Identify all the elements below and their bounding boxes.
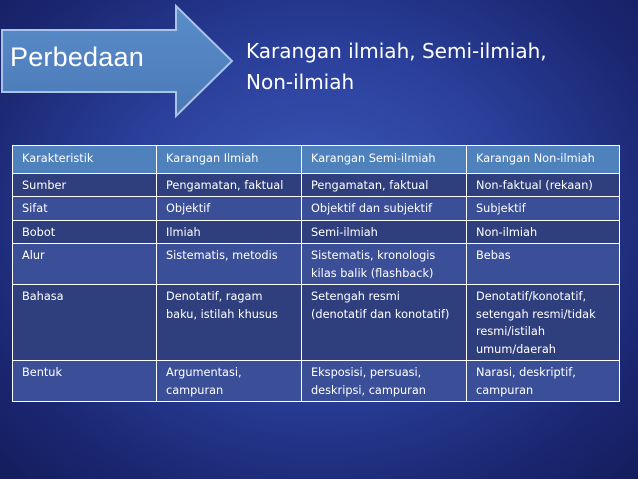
table-cell: Bentuk [13, 361, 157, 402]
slide-title-line-1: Karangan ilmiah, Semi-ilmiah, [246, 39, 547, 63]
table-cell: Narasi, deskriptif, campuran [467, 361, 620, 402]
table-cell: Pengamatan, faktual [157, 173, 302, 197]
table-row [13, 244, 620, 285]
table-cell: Sistematis, metodis [157, 244, 302, 285]
table-cell: Semi-ilmiah [302, 220, 467, 244]
table-cell: Setengah resmi (denotatif dan konotatif) [302, 285, 467, 361]
header-cell: Karangan Non-ilmiah [467, 146, 620, 174]
table-cell: Non-ilmiah [467, 220, 620, 244]
header-cell: Karangan Ilmiah [157, 146, 302, 174]
table-cell: Subjektif [467, 197, 620, 221]
table-cell: Objektif dan subjektif [302, 197, 467, 221]
table-row [13, 220, 620, 244]
slide-title-line-2: Non-ilmiah [246, 70, 355, 94]
arrow-label: Perbedaan [10, 42, 144, 72]
table-cell: Bebas [467, 244, 620, 285]
table-cell: Non-faktual (rekaan) [467, 173, 620, 197]
table-cell: Pengamatan, faktual [302, 173, 467, 197]
table-cell: Sumber [13, 173, 157, 197]
table-cell: Argumentasi, campuran [157, 361, 302, 402]
table-cell: Sifat [13, 197, 157, 221]
slide-title [246, 36, 626, 98]
table-row [13, 361, 620, 402]
table-cell: Sistematis, kronologis kilas balik (flashback) [302, 244, 467, 285]
table-cell: Alur [13, 244, 157, 285]
table-row [13, 285, 620, 361]
table-cell: Objektif [157, 197, 302, 221]
table-row [13, 197, 620, 221]
table-row [13, 173, 620, 197]
table-cell: Denotatif, ragam baku, istilah khusus [157, 285, 302, 361]
table-cell: Bahasa [13, 285, 157, 361]
table-cell: Denotatif/konotatif, setengah resmi/tidak resmi/istilah umum/daerah [467, 285, 620, 361]
comparison-table [12, 145, 620, 402]
table-cell: Eksposisi, persuasi, deskripsi, campuran [302, 361, 467, 402]
table-cell: Ilmiah [157, 220, 302, 244]
header-cell: Karangan Semi-ilmiah [302, 146, 467, 174]
header-cell: Karakteristik [13, 146, 157, 174]
table-cell: Bobot [13, 220, 157, 244]
table-header-row [13, 146, 620, 174]
